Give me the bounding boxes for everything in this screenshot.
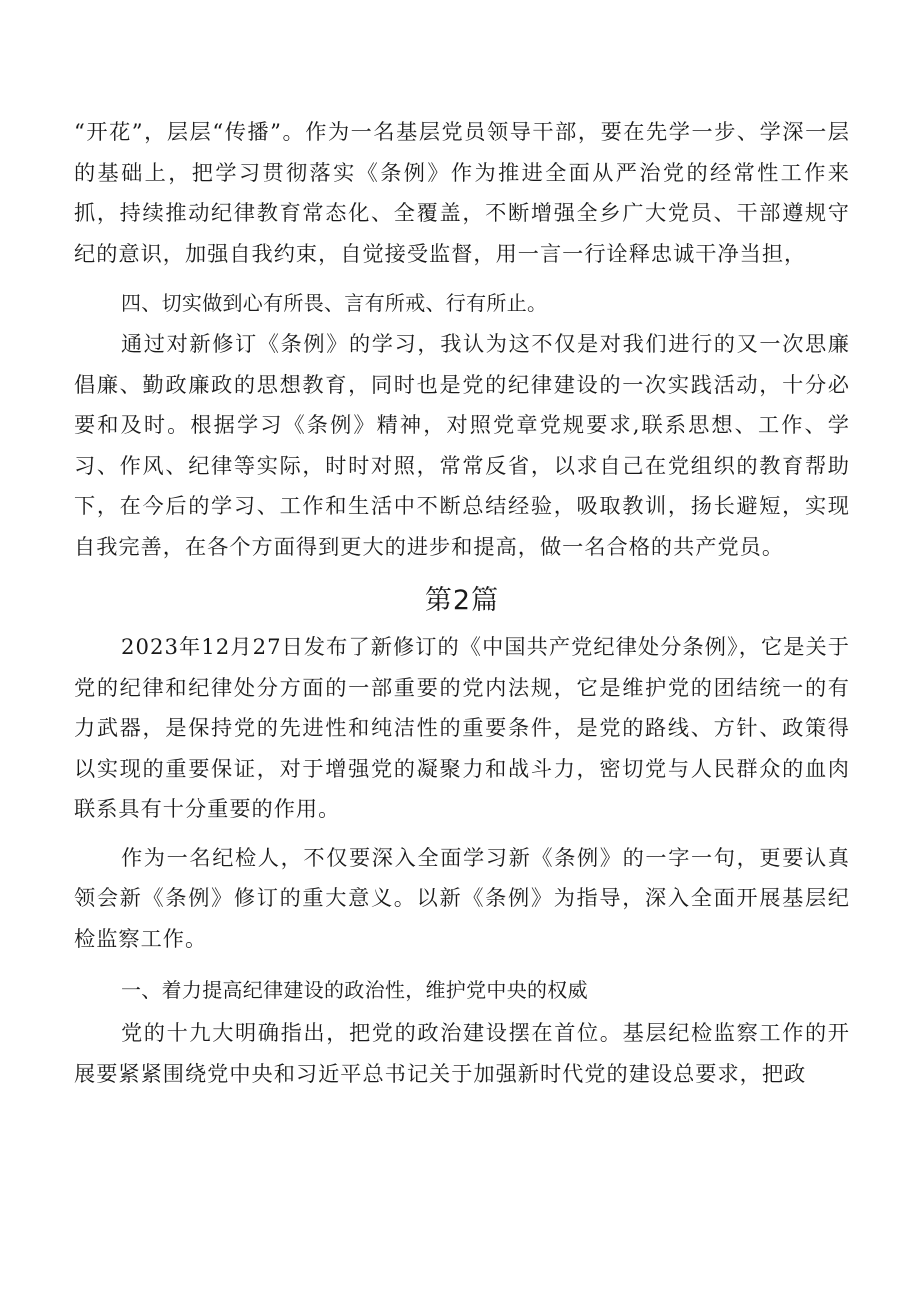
paragraph-study-reflection: 通过对新修订《条例》的学习，我认为这不仅是对我们进行的又一次思廉倡廉、勤政廉政的思想教育，同时也是党的纪律建设的一次实践活动，十分必要和及时。根据学习《条例》精神，对照党章党规要求,联系思想、工作、学习、作风、纪律等实际，时时对照，常常反省，以求自己在党组织的教育帮助下，在今后的学习、工作和生活中不断总结经验，吸取教训，扬长避短，实现自我完善，在各个方面得到更大的进步和提高，做一名合格的共产党员。 — [74, 331, 850, 559]
paragraph-continuation: “开花”，层层“传播”。作为一名基层党员领导干部，要在先学一步、学深一层的基础上，把学习贯彻落实《条例》作为推进全面从严治党的经常性工作来抓，持续推动纪律教育常态化、全覆盖，不断增强全乡广大党员、干部遵规守纪的意识，加强自我约束，自觉接受监督，用一言一行诠释忠诚干净当担， — [74, 119, 850, 266]
section-heading-four: 四、切实做到心有所畏、言有所戒、行有所止。 — [121, 291, 548, 315]
paragraph-political-building: 党的十九大明确指出，把党的政治建设摆在首位。基层纪检监察工作的开展要紧紧围绕党中央和习近平总书记关于加强新时代党的建设总要求，把政 — [74, 1020, 850, 1086]
article-title: 第2篇 — [424, 585, 500, 616]
document-page — [74, 112, 850, 1094]
paragraph-regulation-intro: 2023年12月27日发布了新修订的《中国共产党纪律处分条例》，它是关于党的纪律和纪律处分方面的一部重要的党内法规，它是维护党的团结统一的有力武器，是保持党的先进性和纯洁性的重要条件，是党的路线、方针、政策得以实现的重要保证，对于增强党的凝聚力和战斗力，密切党与人民群众的血肉联系具有十分重要的作用。 — [74, 634, 850, 821]
paragraph-inspector-role: 作为一名纪检人，不仅要深入全面学习新《条例》的一字一句，更要认真领会新《条例》修订的重大意义。以新《条例》为指导，深入全面开展基层纪检监察工作。 — [74, 844, 850, 951]
section-heading-one: 一、着力提高纪律建设的政治性，维护党中央的权威 — [121, 978, 588, 1002]
